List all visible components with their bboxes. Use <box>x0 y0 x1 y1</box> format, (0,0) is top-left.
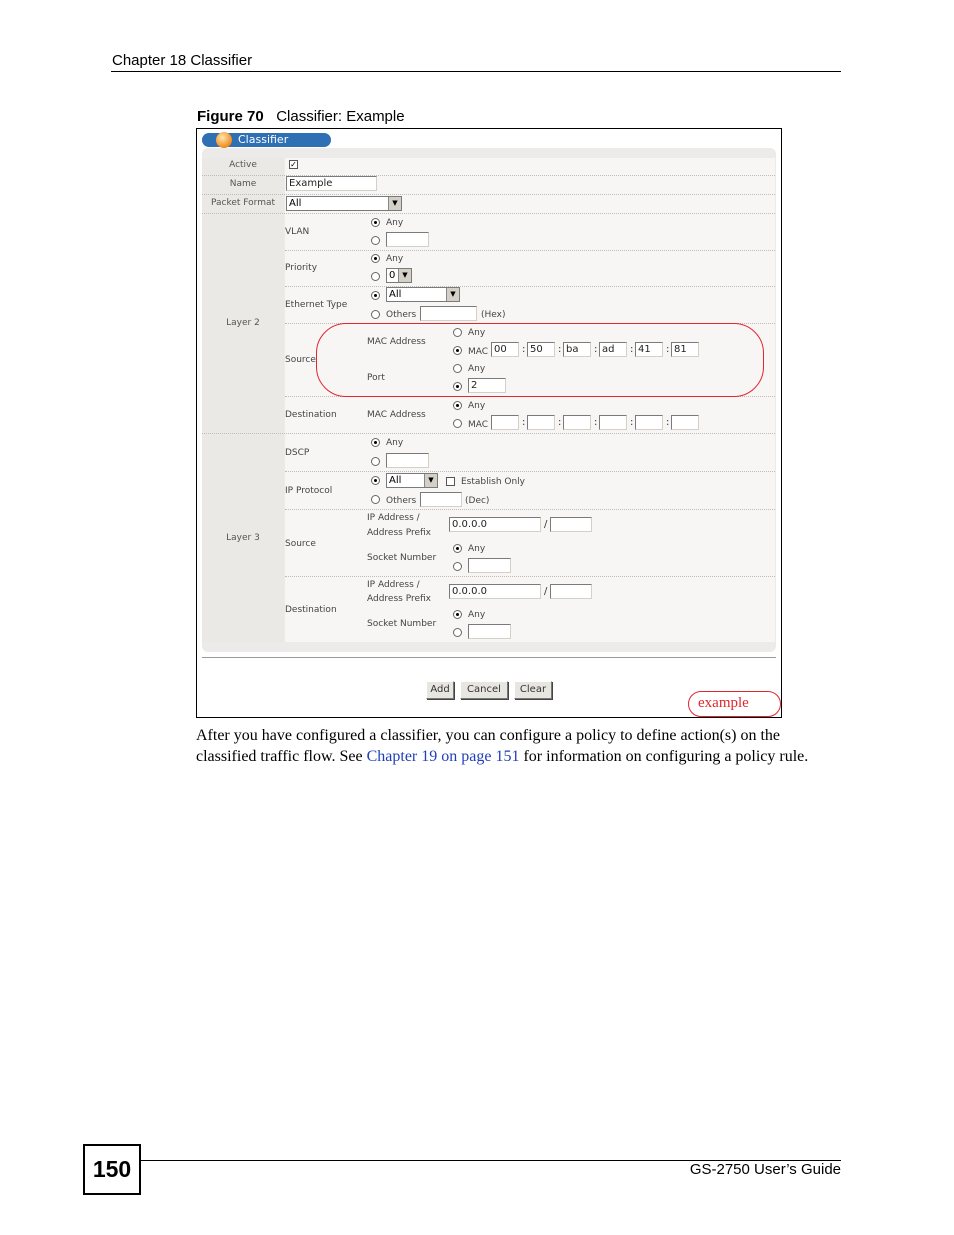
row-separator <box>285 250 775 251</box>
port-label: Port <box>367 373 385 383</box>
figure-title: Classifier: Example <box>276 108 405 125</box>
dst-mac-any-radio[interactable] <box>453 401 462 410</box>
body-text-2: for information on configuring a policy rule. <box>519 748 809 765</box>
button-bar-rule <box>202 657 776 658</box>
src-prefix-input[interactable] <box>550 517 592 532</box>
priority-value: 0 <box>389 270 396 281</box>
priority-select[interactable] <box>386 268 412 283</box>
orb-icon <box>216 132 232 148</box>
ip-protocol-select-radio[interactable] <box>371 476 380 485</box>
dscp-any-label: Any <box>386 438 404 448</box>
src-socket-value-radio[interactable] <box>453 562 462 571</box>
ip-protocol-others-input[interactable] <box>420 492 462 507</box>
packet-format-label: Packet Format <box>210 198 276 208</box>
src-mac-octet-5[interactable]: 41 <box>635 342 663 357</box>
figure-caption <box>197 108 405 125</box>
dscp-label: DSCP <box>285 448 310 458</box>
row-separator <box>285 471 775 472</box>
dst-mac-octet-6[interactable] <box>671 415 699 430</box>
establish-only-checkbox[interactable] <box>446 477 455 486</box>
src-mac-octet-2[interactable]: 50 <box>527 342 555 357</box>
active-label: Active <box>229 160 257 170</box>
slash-separator: / <box>544 519 548 530</box>
dst-mac-radio[interactable] <box>453 419 462 428</box>
src-mac-octet-4[interactable]: ad <box>599 342 627 357</box>
layer2-label: Layer 2 <box>226 318 260 328</box>
ethernet-type-others-label: Others <box>386 310 417 320</box>
dst-mac-octet-2[interactable] <box>527 415 555 430</box>
src-socket-any-radio[interactable] <box>453 544 462 553</box>
dst-mac-octet-5[interactable] <box>635 415 663 430</box>
l3-source-label: Source <box>285 539 316 549</box>
packet-format-select[interactable] <box>286 196 402 211</box>
ip-protocol-others-radio[interactable] <box>371 495 380 504</box>
src-mac-octet-1[interactable]: 00 <box>491 342 519 357</box>
slash-separator: / <box>544 586 548 597</box>
body-paragraph <box>196 725 836 767</box>
colon-separator: : <box>666 344 670 355</box>
guide-name: GS-2750 User’s Guide <box>689 1161 841 1178</box>
dst-socket-any-label: Any <box>468 610 486 620</box>
ethernet-type-value: All <box>389 289 402 300</box>
src-socket-input[interactable] <box>468 558 511 573</box>
colon-separator: : <box>630 417 634 428</box>
ip-protocol-others-label: Others <box>386 496 417 506</box>
dst-mac-octet-3[interactable] <box>563 415 591 430</box>
row-separator <box>202 213 775 214</box>
colon-separator: : <box>558 417 562 428</box>
source-highlight-ellipse <box>316 323 764 397</box>
l2-destination-label: Destination <box>285 410 337 420</box>
chapter-header: Chapter 18 Classifier <box>112 52 253 69</box>
dst-socket-input[interactable] <box>468 624 511 639</box>
dscp-value-radio[interactable] <box>371 457 380 466</box>
clear-button[interactable]: Clear <box>514 681 552 699</box>
classifier-tab-label: Classifier <box>238 133 289 146</box>
value-column <box>285 158 775 642</box>
priority-value-radio[interactable] <box>371 272 380 281</box>
src-mac-octet-6[interactable]: 81 <box>671 342 699 357</box>
ip-protocol-select[interactable] <box>386 473 438 488</box>
colon-separator: : <box>594 344 598 355</box>
colon-separator: : <box>522 344 526 355</box>
src-address-prefix-label: Address Prefix <box>367 528 432 538</box>
dst-socket-value-radio[interactable] <box>453 628 462 637</box>
ethernet-type-others-input[interactable] <box>420 306 477 321</box>
src-socket-number-label: Socket Number <box>367 553 437 563</box>
colon-separator: : <box>594 417 598 428</box>
vlan-value-radio[interactable] <box>371 236 380 245</box>
colon-separator: : <box>558 344 562 355</box>
ethernet-type-select-radio[interactable] <box>371 291 380 300</box>
dscp-input[interactable] <box>386 453 429 468</box>
vlan-any-radio[interactable] <box>371 218 380 227</box>
dst-address-prefix-label: Address Prefix <box>367 594 432 604</box>
dst-prefix-input[interactable] <box>550 584 592 599</box>
cancel-button[interactable]: Cancel <box>460 681 508 699</box>
src-ip-input[interactable]: 0.0.0.0 <box>449 517 541 532</box>
l3-destination-label: Destination <box>285 605 337 615</box>
priority-any-radio[interactable] <box>371 254 380 263</box>
header-rule <box>111 71 841 72</box>
active-checkbox[interactable]: ✓ <box>290 160 297 169</box>
ip-protocol-value: All <box>389 475 402 486</box>
chapter-link[interactable]: Chapter 19 on page 151 <box>366 748 520 765</box>
row-separator <box>285 576 775 577</box>
establish-only-label: Establish Only <box>461 477 526 487</box>
figure-label: Figure 70 <box>197 108 264 125</box>
ethernet-type-label: Ethernet Type <box>285 300 348 310</box>
l2-dest-mac-address-label: MAC Address <box>367 410 426 420</box>
colon-separator: : <box>522 417 526 428</box>
src-mac-any-label: Any <box>468 328 486 338</box>
src-ip-address-label: IP Address / <box>367 513 420 523</box>
colon-separator: : <box>666 417 670 428</box>
ethernet-type-select[interactable] <box>386 287 460 302</box>
vlan-label: VLAN <box>285 227 310 237</box>
port-input[interactable]: 2 <box>468 378 506 393</box>
add-button[interactable]: Add <box>426 681 454 699</box>
row-separator <box>285 286 775 287</box>
vlan-input[interactable] <box>386 232 429 247</box>
name-input[interactable]: Example <box>286 176 377 191</box>
packet-format-value: All <box>289 198 302 209</box>
dst-ip-input[interactable]: 0.0.0.0 <box>449 584 541 599</box>
layer3-label: Layer 3 <box>226 533 260 543</box>
chevron-down-icon: ▼ <box>398 269 411 282</box>
chevron-down-icon: ▼ <box>388 197 401 210</box>
vlan-any-label: Any <box>386 218 404 228</box>
dst-socket-number-label: Socket Number <box>367 619 437 629</box>
row-separator <box>202 194 775 195</box>
dst-mac-octet-1[interactable] <box>491 415 519 430</box>
dst-socket-any-radio[interactable] <box>453 610 462 619</box>
dec-label: (Dec) <box>465 496 490 506</box>
dst-mac-any-label: Any <box>468 401 486 411</box>
dst-mac-octet-4[interactable] <box>599 415 627 430</box>
row-separator <box>202 433 775 434</box>
page-number: 150 <box>83 1144 141 1195</box>
hex-label: (Hex) <box>481 310 506 320</box>
name-label: Name <box>229 179 257 189</box>
chevron-down-icon: ▼ <box>446 288 459 301</box>
row-separator <box>285 509 775 510</box>
l2-source-label: Source <box>285 355 316 365</box>
priority-any-label: Any <box>386 254 404 264</box>
example-callout-label: example <box>698 695 749 711</box>
l2-source-mac-address-label: MAC Address <box>367 337 426 347</box>
priority-label: Priority <box>285 263 318 273</box>
ethernet-type-others-radio[interactable] <box>371 310 380 319</box>
dst-ip-address-label: IP Address / <box>367 580 420 590</box>
chevron-down-icon: ▼ <box>424 474 437 487</box>
ip-protocol-label: IP Protocol <box>285 486 333 496</box>
src-socket-any-label: Any <box>468 544 486 554</box>
body-text-1: After you have configured a classifier, you can configure a policy to define action(s) on the classified traffic flow. See <box>196 727 781 765</box>
src-mac-octet-3[interactable]: ba <box>563 342 591 357</box>
colon-separator: : <box>630 344 634 355</box>
dscp-any-radio[interactable] <box>371 438 380 447</box>
port-any-label: Any <box>468 364 486 374</box>
dst-mac-label: MAC <box>468 420 489 430</box>
src-mac-label: MAC <box>468 347 489 357</box>
